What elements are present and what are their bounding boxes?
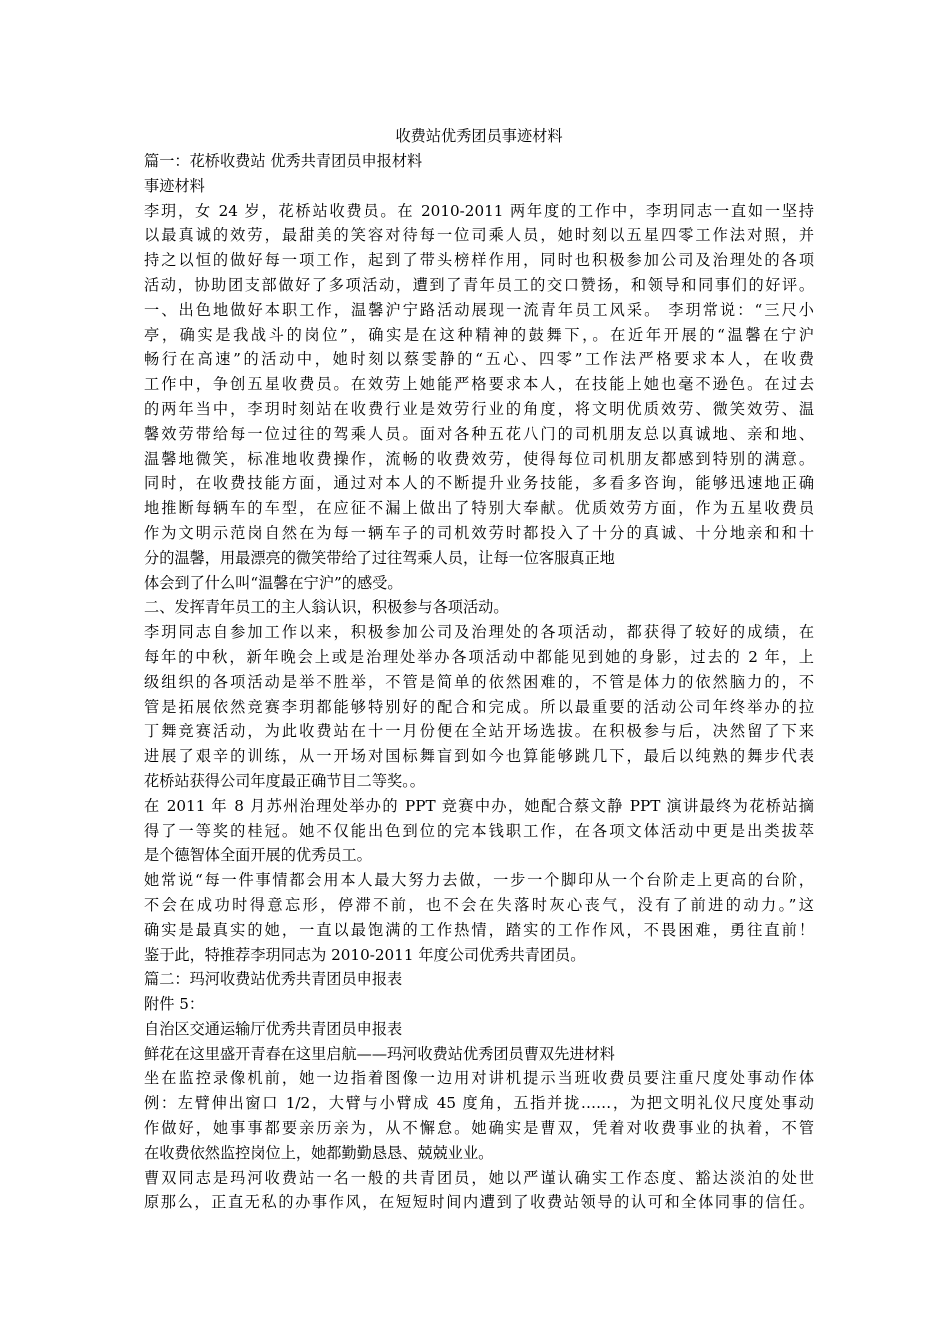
body-line: 工作中，争创五星收费员。在效劳上她能严格要求本人，在技能上她也毫不逊色。在过去 — [144, 375, 814, 394]
body-line: 曹双同志是玛河收费站一名一般的共青团员，她以严谨认确实工作态度、豁达淡泊的处世 — [144, 1168, 814, 1187]
body-line: 畅行在高速”的活动中，她时刻以蔡雯静的“五心、四零”工作法严格要求本人，在收费 — [144, 350, 814, 369]
document-body — [144, 149, 814, 1215]
body-line: 原那么，正直无私的办事作风，在短短时间内遭到了收费站领导的认可和全体同事的信任。 — [144, 1193, 814, 1212]
document-title: 收费站优秀团员事迹材料 — [395, 127, 563, 145]
body-line: 二、发挥青年员工的主人翁认识，积极参与各项活动。 — [144, 598, 509, 617]
body-line: 鲜花在这里盛开青春在这里启航——玛河收费站优秀团员曹双先进材料 — [144, 1044, 615, 1063]
body-line: 鉴于此，特推荐李玥同志为 2010-2011 年度公司优秀共青团员。 — [144, 945, 586, 964]
body-line: 篇二：玛河收费站优秀共青团员申报表 — [144, 970, 403, 989]
body-line: 篇一：花桥收费站 优秀共青团员申报材料 — [144, 152, 423, 170]
body-line: 花桥站获得公司年度最正确节目二等奖。。 — [144, 771, 425, 790]
body-line: 李玥同志自参加工作以来，积极参加公司及治理处的各项活动，都获得了较好的成绩，在 — [144, 623, 814, 642]
body-line: 以最真诚的效劳，最甜美的笑容对待每一位司乘人员，她时刻以五星四零工作法对照，并 — [144, 226, 814, 245]
body-line: 作为文明示范岗自然在为每一辆车子的司机效劳时都投入了十分的真诚、十分地亲和和十 — [144, 523, 814, 542]
body-line: 级组织的各项活动是举不胜举，不管是简单的依然困难的，不管是体力的依然脑力的，不 — [144, 672, 814, 691]
body-line: 作做好，她事事都要亲历亲为，从不懈怠。她确实是曹双，凭着对收费事业的执着，不管 — [144, 1119, 814, 1138]
body-line: 的两年当中，李玥时刻站在收费行业是效劳行业的角度，将文明优质效劳、微笑效劳、温 — [144, 399, 814, 418]
body-line: 得了一等奖的桂冠。她不仅能出色到位的完本钱职工作，在各项文体活动中更是出类拔萃 — [144, 821, 814, 840]
body-line: 管是拓展依然竞赛李玥都能够特别好的配合和完成。所以最重要的活动公司年终举办的拉 — [144, 697, 814, 716]
body-line: 进展了艰辛的训练，从一开场对国标舞盲到如今也算能够跳几下，最后以纯熟的舞步代表 — [144, 747, 814, 766]
body-line: 自治区交通运输厅优秀共青团员申报表 — [144, 1019, 403, 1038]
body-line: 丁舞竞赛活动，为此收费站在十一月份便在全站开场选拔。在积极参与后，决然留了下来 — [144, 722, 814, 741]
document-page — [144, 124, 814, 1215]
body-line: 确实是最真实的她，一直以最饱满的工作热情，踏实的工作作风，不畏困难，勇往直前！ — [144, 920, 814, 939]
body-line: 坐在监控录像机前，她一边指着图像一边用对讲机提示当班收费员要注重尺度处事动作体 — [144, 1069, 814, 1088]
body-line: 亭，确实是我战斗的岗位”，确实是在这种精神的鼓舞下，。在近年开展的“温馨在宁沪 — [144, 325, 814, 344]
body-line: 是个德智体全面开展的优秀员工。 — [144, 846, 372, 865]
body-line: 附件 5： — [144, 995, 205, 1014]
body-line: 不会在成功时得意忘形，停滞不前，也不会在失落时灰心丧气，没有了前进的动力。”这 — [144, 895, 814, 914]
body-line: 持之以恒的做好每一项工作，起到了带头榜样作用，同时也积极参加公司及治理处的各项 — [144, 251, 814, 270]
body-line: 分的温馨，用最漂亮的微笑带给了过往驾乘人员，让每一位客服真正地 — [144, 548, 615, 567]
body-line: 温馨地微笑，标准地收费操作，流畅的收费效劳，使得每位司机朋友都感到特别的满意。 — [144, 449, 814, 468]
body-line: 活动，协助团支部做好了多项活动，遭到了青年员工的交口赞扬，和领导和同事们的好评。 — [144, 275, 814, 294]
body-line: 事迹材料 — [144, 176, 205, 195]
body-line: 馨效劳带给每一位过往的驾乘人员。面对各种五花八门的司机朋友总以真诚地、亲和地、 — [144, 424, 814, 443]
body-line: 一、出色地做好本职工作，温馨沪宁路活动展现一流青年员工风采。 李玥常说：“三尺小 — [144, 300, 814, 319]
body-line: 体会到了什么叫“温馨在宁沪”的感受。 — [144, 573, 403, 592]
body-line: 例：左臂伸出窗口 1/2，大臂与小臂成 45 度角，五指并拢……，为把文明礼仪尺度处事动 — [144, 1094, 814, 1113]
body-line: 在收费依然监控岗位上，她都勤勤恳恳、兢兢业业。 — [144, 1143, 494, 1162]
body-line: 李玥，女 24 岁，花桥站收费员。在 2010-2011 两年度的工作中，李玥同志一直如一坚持 — [144, 201, 814, 220]
body-line: 地推断每辆车的车型，在应征不漏上做出了特别大奉献。优质效劳方面，作为五星收费员 — [144, 499, 814, 518]
body-line: 她常说“每一件事情都会用本人最大努力去做，一步一个脚印从一个台阶走上更高的台阶， — [144, 871, 814, 890]
body-line: 同时，在收费技能方面，通过对本人的不断提升业务技能，多看多咨询，能够迅速地正确 — [144, 474, 814, 493]
body-line: 每年的中秋，新年晚会上或是治理处举办各项活动中都能见到她的身影，过去的 2 年，上 — [144, 647, 814, 666]
body-line: 在 2011 年 8 月苏州治理处举办的 PPT 竞赛中办，她配合蔡文静 PPT 演讲最终为花桥站摘 — [144, 796, 814, 815]
